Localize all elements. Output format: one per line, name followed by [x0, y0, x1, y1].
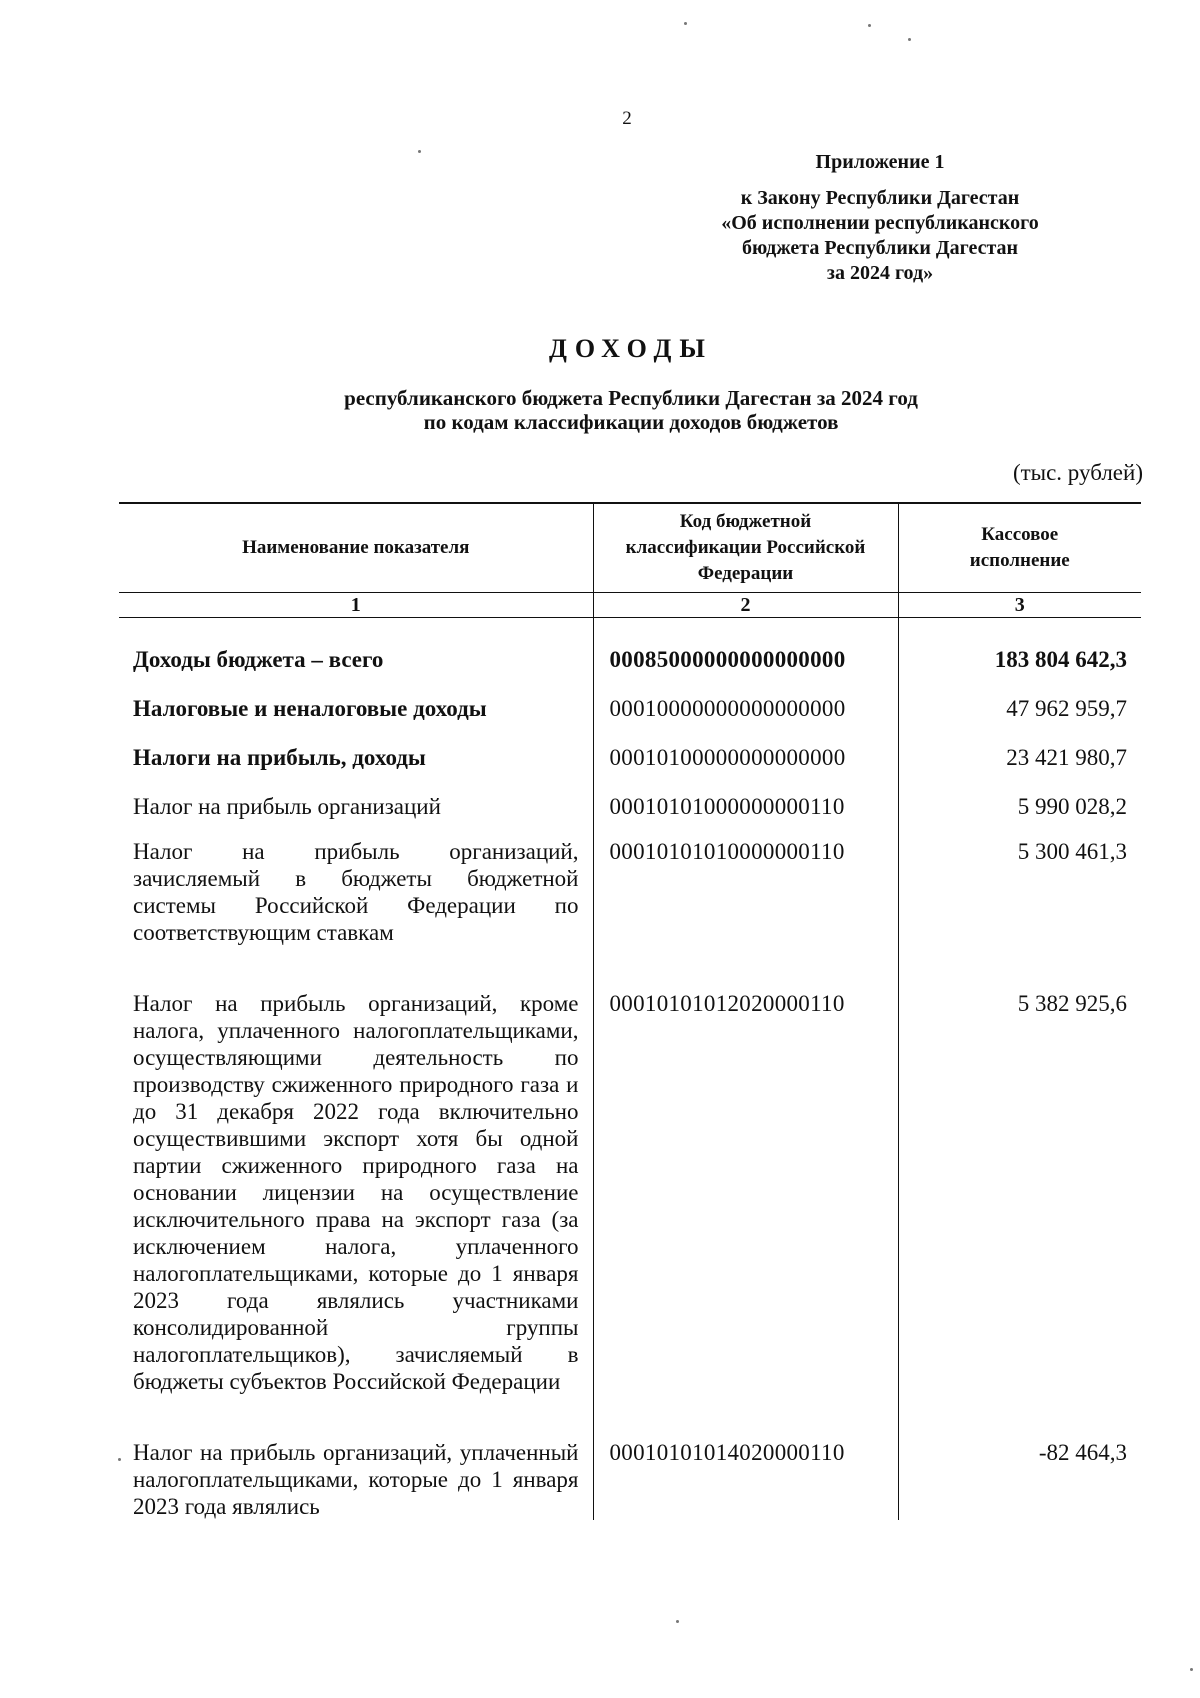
row-code: 00010100000000000000 [593, 722, 898, 771]
row-amount: 5 300 461,3 [898, 820, 1141, 972]
table-row [119, 771, 1141, 820]
appendix-line: бюджета Республики Дагестан [741, 237, 1019, 259]
subtitle-line: по кодам классификации доходов бюджетов [423, 410, 839, 434]
appendix-line: «Об исполнении республиканского [721, 212, 1039, 234]
appendix-line: за 2024 год» [826, 262, 934, 284]
scan-speck [868, 24, 871, 27]
table-row [119, 673, 1141, 722]
income-table [119, 502, 1141, 1520]
row-code: 00010101014020000110 [593, 1421, 898, 1520]
row-name: Налоговые и неналоговые доходы [133, 696, 487, 721]
scan-speck [118, 1458, 121, 1461]
scan-speck [676, 1620, 679, 1623]
row-name: Налог на прибыль организаций, кроме налога, уплаченного налогоплательщиками, осуществляющими деятельность по производству сжиженного природного газа и до 31 декабря 2022 года включительно осуществившими экспорт хотя бы одной партии сжиженного природного газа на основании лицензии на осуществление исключительного права на экспорт газа (за исключением налога, уплаченного налогоплательщиками, которые до 1 января 2023 года являлись участниками консолидированной группы налогоплательщиков), зачисляемый в бюджеты субъектов Российской Федерации [133, 991, 579, 1394]
column-number: 3 [898, 593, 1141, 618]
table-row [119, 820, 1141, 972]
row-name: Налоги на прибыль, доходы [133, 745, 426, 770]
table-row [119, 1421, 1141, 1520]
document-heading: ДОХОДЫ [549, 334, 713, 363]
column-number-row [119, 593, 1141, 618]
row-name: Налог на прибыль организаций [133, 794, 441, 819]
subtitle-line: республиканского бюджета Республики Дагестан за 2024 год [344, 386, 918, 410]
row-code: 00010000000000000000 [593, 673, 898, 722]
table-row [119, 972, 1141, 1421]
page-number: 2 [622, 108, 632, 129]
table-row [119, 618, 1141, 674]
appendix-line: к Закону Республики Дагестан [740, 187, 1020, 209]
document-subtitle [0, 386, 1200, 434]
scan-speck [684, 22, 687, 25]
row-code: 00010101010000000110 [593, 820, 898, 972]
appendix-block [680, 150, 1080, 286]
row-name: Налог на прибыль организаций, уплаченный налогоплательщиками, которые до 1 января 2023 года являлись [133, 1440, 579, 1519]
row-amount: -82 464,3 [898, 1421, 1141, 1520]
row-code: 00085000000000000000 [593, 618, 898, 674]
row-amount: 23 421 980,7 [898, 722, 1141, 771]
row-code: 00010101000000000110 [593, 771, 898, 820]
row-code: 00010101012020000110 [593, 972, 898, 1421]
header-amount: Кассовое исполнение [898, 503, 1141, 593]
column-number: 1 [119, 593, 593, 618]
scan-speck [908, 38, 911, 41]
header-name: Наименование показателя [119, 503, 593, 593]
table-row [119, 722, 1141, 771]
scan-speck [418, 150, 421, 153]
appendix-title: Приложение 1 [815, 151, 945, 173]
row-amount: 5 382 925,6 [898, 972, 1141, 1421]
column-number: 2 [593, 593, 898, 618]
row-name: Доходы бюджета – всего [133, 647, 384, 672]
row-amount: 183 804 642,3 [898, 618, 1141, 674]
table-header-row [119, 503, 1141, 593]
header-code: Код бюджетной классификации Российской Федерации [593, 503, 898, 593]
row-name: Налог на прибыль организаций, зачисляемый в бюджеты бюджетной системы Российской Федерации по соответствующим ставкам [133, 839, 579, 945]
row-amount: 5 990 028,2 [898, 771, 1141, 820]
scan-speck [1190, 1668, 1193, 1671]
row-amount: 47 962 959,7 [898, 673, 1141, 722]
units-note: (тыс. рублей) [1012, 460, 1143, 485]
